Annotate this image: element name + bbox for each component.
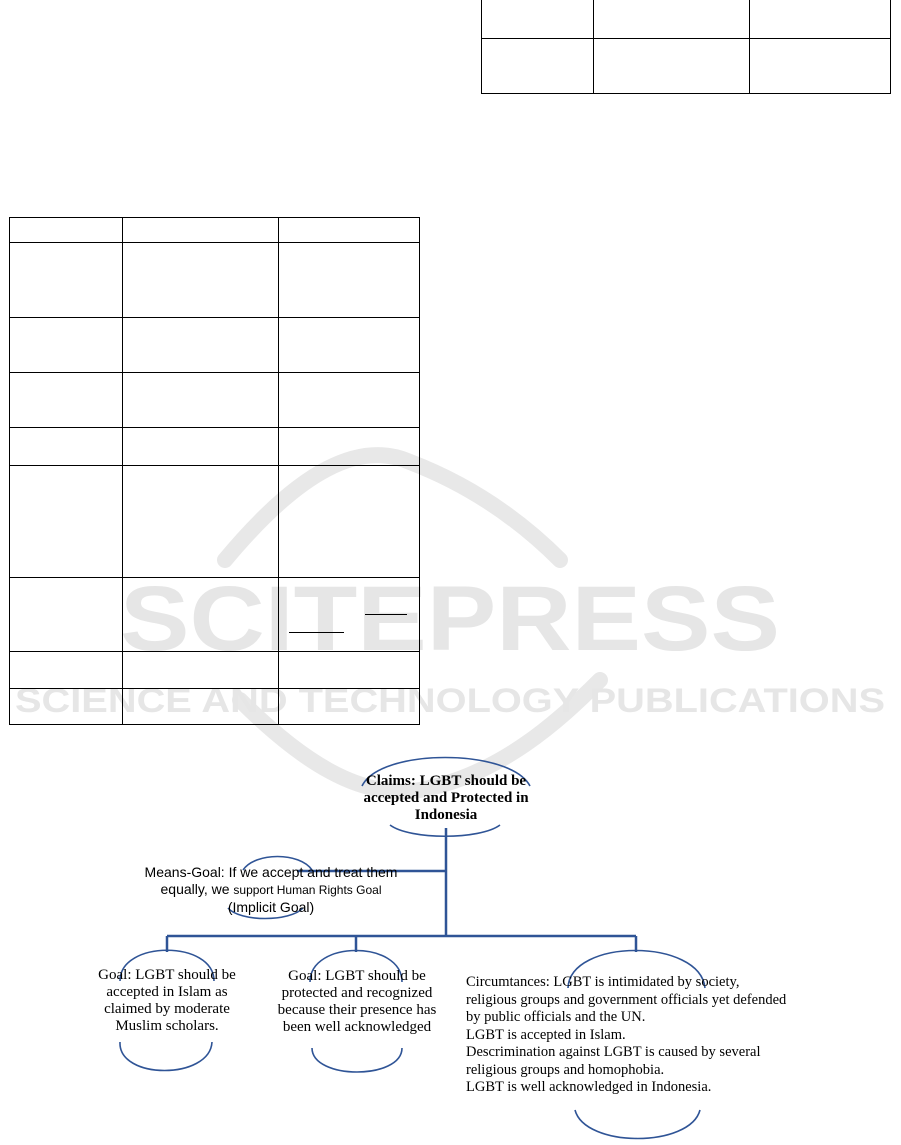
underline-mark	[289, 632, 344, 633]
table-cell	[10, 652, 123, 689]
table-cell	[279, 466, 420, 578]
watermark-tagline: SCIENCE AND TECHNOLOGY PUBLICATIONS	[15, 682, 885, 720]
means-goal-line: (Implicit Goal)	[227, 899, 315, 915]
goal2-box	[262, 968, 452, 1036]
table-cell	[10, 243, 123, 318]
table-cell	[594, 0, 750, 38]
goal1-line: claimed by moderate	[104, 1001, 230, 1017]
circumstance-line: LGBT is accepted in Islam.	[466, 1026, 626, 1043]
table-cell	[279, 243, 420, 318]
table-cell	[594, 38, 750, 93]
means-goal-fragment: support Human Rights Goal	[233, 883, 382, 897]
goal1-line: Muslim scholars.	[115, 1018, 219, 1034]
table-cell	[123, 466, 279, 578]
table-cell	[10, 466, 123, 578]
table-cell	[10, 428, 123, 466]
goal2-line: been well acknowledged	[282, 1019, 432, 1035]
means-goal-line	[128, 881, 414, 899]
circumstance-line: by public officials and the UN.	[466, 1009, 646, 1025]
underline-mark	[365, 614, 407, 615]
claim-line: Indonesia	[414, 807, 478, 823]
table-cell	[123, 218, 279, 243]
circumstance-line: Descrimination against LGBT is caused by several	[466, 1044, 761, 1060]
means-goal-line: Means-Goal: If we accept and treat them	[144, 864, 398, 880]
table-cell	[279, 652, 420, 689]
claim-line: Claims: LGBT should be	[365, 773, 527, 789]
table-cell	[123, 428, 279, 466]
table-cell	[482, 38, 594, 93]
claim-box	[330, 773, 562, 824]
circ-arc-bottom	[575, 1110, 700, 1139]
circumstance-line: LGBT is well acknowledged in Indonesia.	[466, 1079, 712, 1095]
table-cell	[10, 373, 123, 428]
table-cell	[279, 689, 420, 725]
table-cell	[279, 318, 420, 373]
means-goal-box	[128, 864, 414, 916]
table-cell	[750, 0, 891, 38]
table-cell	[123, 652, 279, 689]
goal1-line: Goal: LGBT should be	[98, 967, 236, 983]
table-cell	[279, 218, 420, 243]
table-cell	[482, 0, 594, 38]
circumstance-line: religious groups and government officials yet defended	[466, 991, 787, 1008]
table-cell	[10, 689, 123, 725]
goal2-arc-bottom	[312, 1048, 402, 1072]
circumstances-box	[466, 974, 866, 1097]
table-cell	[123, 578, 279, 652]
table-cell	[750, 38, 891, 93]
goal1-arc-bottom	[120, 1042, 212, 1071]
table-cell	[123, 689, 279, 725]
claim-line: accepted and Protected in	[363, 790, 529, 806]
goal2-line: Goal: LGBT should be	[288, 968, 426, 984]
table-cell	[279, 373, 420, 428]
goal2-line: because their presence has	[277, 1002, 437, 1018]
table-cell	[10, 218, 123, 243]
table-cell	[123, 318, 279, 373]
table-cell	[123, 243, 279, 318]
watermark-logo: SCITEPRESS	[120, 568, 780, 670]
goal2-line: protected and recognized	[281, 985, 433, 1001]
goal1-line: accepted in Islam as	[106, 984, 228, 1000]
table-cell	[279, 428, 420, 466]
table-cell	[10, 578, 123, 652]
argument-diagram	[0, 740, 901, 1145]
circumstance-line: Circumtances: LGBT is intimidated by society,	[466, 974, 740, 990]
goal1-box	[72, 967, 262, 1035]
means-goal-fragment: equally, we	[160, 881, 234, 897]
table-cell	[123, 373, 279, 428]
left-table	[9, 217, 420, 725]
table-cell	[279, 578, 420, 652]
top-right-table	[481, 0, 891, 94]
table-cell	[10, 318, 123, 373]
circumstance-line: religious groups and homophobia.	[466, 1061, 665, 1078]
